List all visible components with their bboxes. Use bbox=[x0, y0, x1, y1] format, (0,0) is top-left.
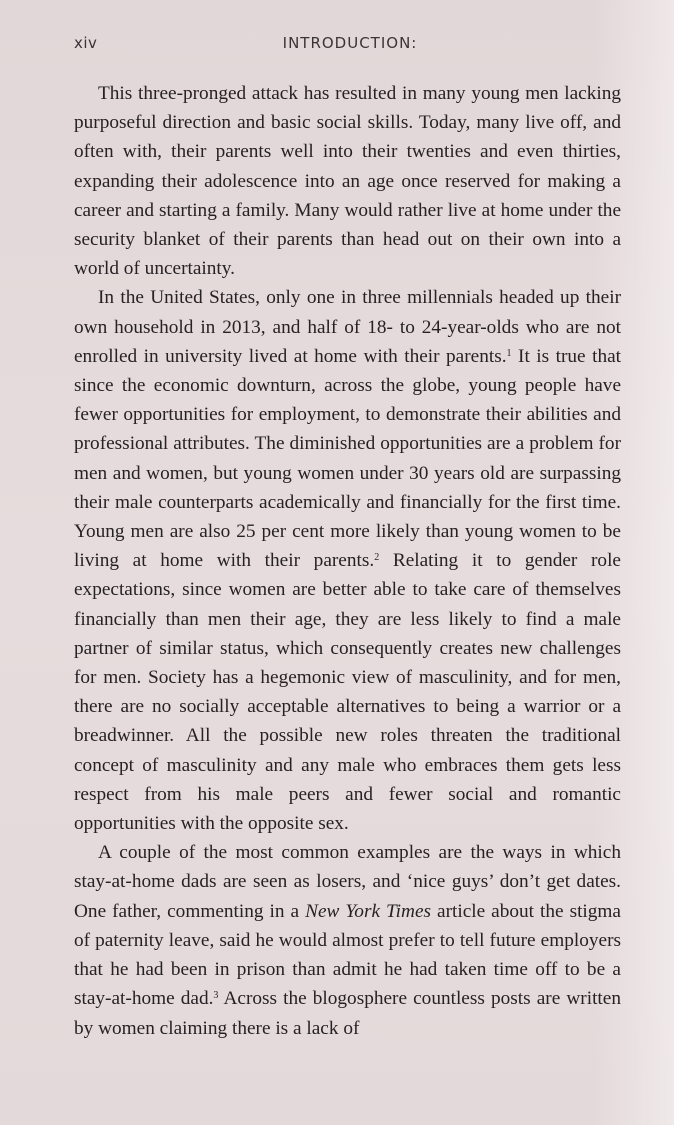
text-run: This three-pronged attack has resulted in many young men lacking purposeful direction and basic social skills. Today, many live off, and often with, their parents well into their twenties and even thirties, expanding their adolescence into an age once reserved for making a career and starting a family. Many would rather live at home under the security blanket of their parents than head out on their own into a world of uncertainty. bbox=[74, 83, 621, 280]
page-number: xiv bbox=[74, 34, 98, 52]
body-text bbox=[74, 79, 621, 1043]
text-run: Across the blogosphere countless posts are written by women claiming there is a lack of bbox=[74, 988, 621, 1039]
paragraph bbox=[74, 79, 621, 283]
publication-title: New York Times bbox=[305, 900, 432, 922]
footnote-marker: 1 bbox=[506, 347, 512, 359]
text-run: A couple of the most common examples are the ways in which stay-at-home dads are seen as losers, and ‘nice guys’ don’t get dates. One father, commenting in a bbox=[74, 842, 621, 922]
text-run: It is true that since the economic downturn, across the globe, young people have fewer opportunities for employment, to demonstrate their abilities and professional attributes. The diminished opportunities are a problem for men and women, but young women under 30 years old are surpassing their male counterparts academically and financially for the first time. Young men are also 25 per cent more likely than young women to be living at home with their parents. bbox=[74, 345, 621, 572]
running-head bbox=[74, 34, 626, 54]
text-run: Relating it to gender role expectations, since women are better able to take care of themselves financially than men their age, they are less likely to find a male partner of similar status, which consequently creates new challenges for men. Society has a hegemonic view of masculinity, and for men, there are no socially acceptable alternatives to being a warrior or a breadwinner. All the possible new roles threaten the traditional concept of masculinity and any male who embraces them gets less respect from his male peers and fewer social and romantic opportunities with the opposite sex. bbox=[74, 550, 621, 835]
footnote-marker: 2 bbox=[374, 552, 380, 564]
paragraph bbox=[74, 283, 621, 838]
paragraph bbox=[74, 838, 621, 1042]
text-run: article about the stigma of paternity leave, said he would almost prefer to tell future employers that he had been in prison than admit he had taken time off to be a stay-at-home dad. bbox=[74, 900, 621, 1010]
section-title: INTRODUCTION: bbox=[282, 34, 418, 52]
footnote-marker: 3 bbox=[213, 990, 219, 1002]
text-run: In the United States, only one in three millennials headed up their own household in 2013, and half of 18- to 24-year-olds who are not enrolled in university lived at home with their parents. bbox=[74, 287, 621, 367]
